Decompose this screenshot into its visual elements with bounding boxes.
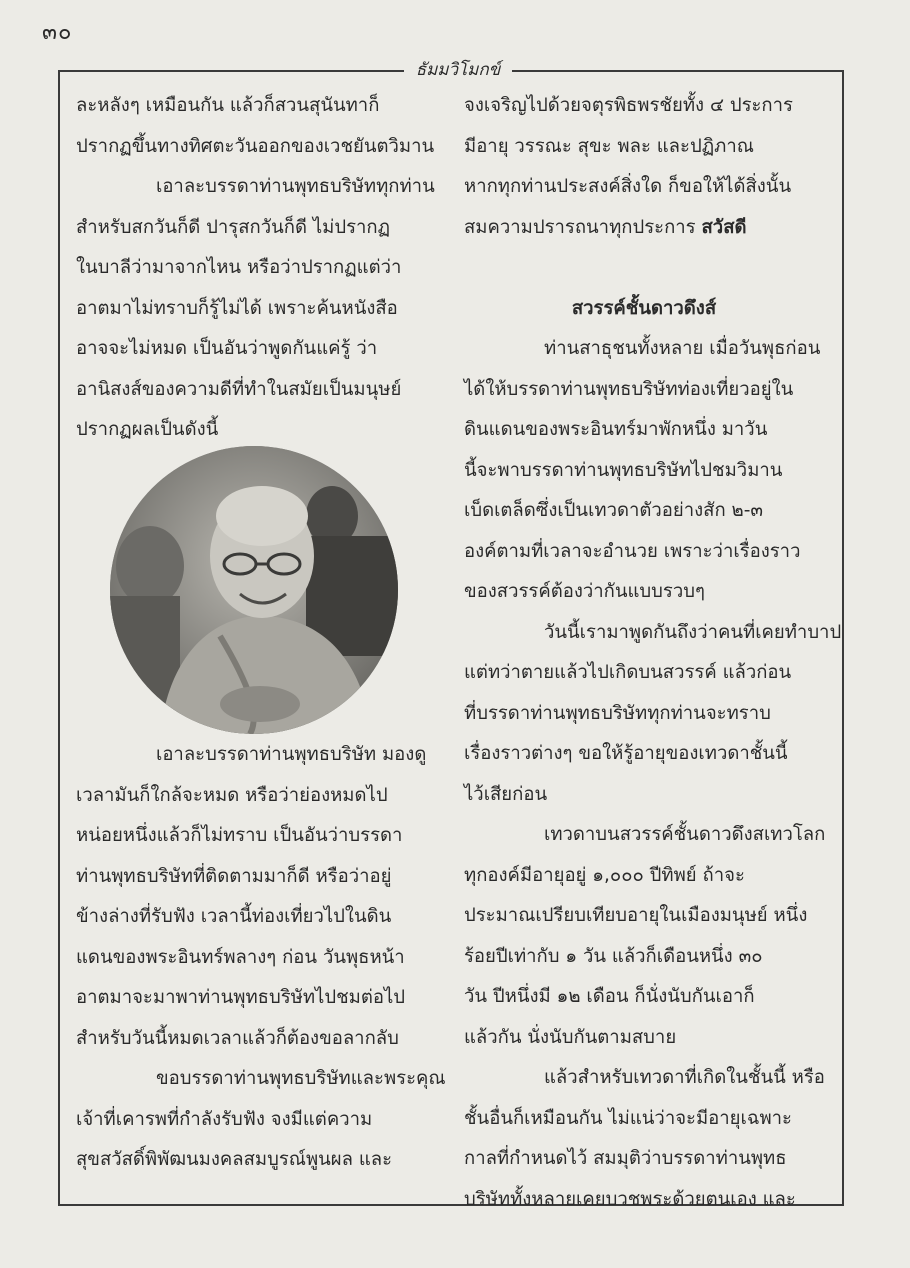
text-line: อาตมาไม่ทราบก็รู้ไม่ได้ เพราะค้นหนังสือ — [76, 297, 398, 319]
text-line: ประมาณเปรียบเทียบอายุในเมืองมนุษย์ หนึ่ง — [464, 905, 808, 926]
text-line: กาลที่กำหนดไว้ สมมุติว่าบรรดาท่านพุทธ — [464, 1148, 787, 1169]
text-line: ได้ให้บรรดาท่านพุทธบริษัทท่องเที่ยวอยู่ใน — [464, 378, 794, 400]
text-line: แล้วกัน นั่งนับกันตามสบาย — [464, 1026, 677, 1048]
text-line: ปรากฏผลเป็นดังนี้ — [76, 419, 219, 440]
text-line: ที่บรรดาท่านพุทธบริษัททุกท่านจะทราบ — [464, 702, 771, 724]
blank-line — [464, 248, 824, 289]
text-line: ร้อยปีเท่ากับ ๑ วัน แล้วก็เดือนหนึ่ง ๓๐ — [464, 945, 763, 967]
text-line: เวลามันก็ใกล้จะหมด หรือว่าย่องหมดไป — [76, 784, 388, 806]
text-line: หากทุกท่านประสงค์สิ่งใด ก็ขอให้ได้สิ่งนั้น — [464, 176, 792, 197]
text-line: แล้วสำหรับเทวดาที่เกิดในชั้นนี้ หรือ — [544, 1067, 825, 1088]
text-line: อาตมาจะมาพาท่านพุทธบริษัทไปชมต่อไป — [76, 987, 405, 1008]
text-line: ในบาลีว่ามาจากไหน หรือว่าปรากฏแต่ว่า — [76, 257, 402, 278]
text-line: แต่ทว่าตายแล้วไปเกิดบนสวรรค์ แล้วก่อน — [464, 662, 792, 683]
text-line: อาจจะไม่หมด เป็นอันว่าพูดกันแค่รู้ ว่า — [76, 338, 378, 359]
text-line: สุขสวัสดิ์พิพัฒนมงคลสมบูรณ์พูนผล และ — [76, 1149, 393, 1170]
text-line: วัน ปีหนึ่งมี ๑๒ เดือน ก็นั่งนับกันเอาก็ — [464, 986, 755, 1007]
text-line: เรื่องราวต่างๆ ขอให้รู้อายุของเทวดาชั้นนี้ — [464, 743, 788, 764]
text-line: เบ็ดเตล็ดซึ่งเป็นเทวดาตัวอย่างสัก ๒-๓ — [464, 500, 764, 521]
text-line: ขอบรรดาท่านพุทธบริษัทและพระคุณ — [156, 1068, 446, 1089]
text-line: เอาละบรรดาท่านพุทธบริษัท มองดู — [156, 744, 427, 765]
left-column-upper — [76, 86, 434, 451]
text-line: ดินแดนของพระอินทร์มาพักหนึ่ง มาวัน — [464, 419, 768, 440]
text-line — [464, 208, 824, 249]
text-line: ชั้นอื่นก็เหมือนกัน ไม่แน่ว่าจะมีอายุเฉพาะ — [464, 1107, 792, 1129]
text-line: ท่านพุทธบริษัทที่ติดตามมาก็ดี หรือว่าอยู่ — [76, 865, 392, 887]
monk-portrait-photo — [110, 446, 398, 734]
text-line: ข้างล่างที่รับฟัง เวลานี้ท่องเที่ยวไปในดิน — [76, 906, 392, 927]
page-number: ๓๐ — [42, 20, 73, 45]
running-header-title: ธัมมวิโมกข์ — [415, 60, 501, 80]
text-line: ทุกองค์มีอายุอยู่ ๑,๐๐๐ ปีทิพย์ ถ้าจะ — [464, 864, 745, 886]
text-line: เจ้าที่เคารพที่กำลังรับฟัง จงมีแต่ความ — [76, 1108, 373, 1130]
text-line: องค์ตามที่เวลาจะอำนวย เพราะว่าเรื่องราว — [464, 540, 801, 562]
text-line: วันนี้เรามาพูดกันถึงว่าคนที่เคยทำบาป — [544, 621, 842, 643]
text-line: มีอายุ วรรณะ สุขะ พละ และปฏิภาณ — [464, 135, 754, 157]
text-line: เอาละบรรดาท่านพุทธบริษัททุกท่าน — [156, 176, 435, 197]
text-line: ปรากฏขึ้นทางทิศตะวันออกของเวชยันตวิมาน — [76, 135, 435, 157]
text-line: ละหลังๆ เหมือนกัน แล้วก็สวนสุนันทาก็ — [76, 95, 380, 116]
section-heading: สวรรค์ชั้นดาวดึงส์ — [571, 297, 717, 319]
left-column-lower — [76, 735, 446, 1181]
text-line: ท่านสาธุชนทั้งหลาย เมื่อวันพุธก่อน — [544, 338, 821, 359]
text-line: แดนของพระอินทร์พลางๆ ก่อน วันพุธหน้า — [76, 946, 405, 968]
closing-line-text: สมความปรารถนาทุกประการ — [464, 216, 696, 238]
text-line: จงเจริญไปด้วยจตุรพิธพรชัยทั้ง ๔ ประการ — [464, 95, 793, 116]
text-line: สำหรับวันนี้หมดเวลาแล้วก็ต้องขอลากลับ — [76, 1027, 399, 1049]
text-line: ไว้เสียก่อน — [464, 783, 548, 805]
text-line: นี้จะพาบรรดาท่านพุทธบริษัทไปชมวิมาน — [464, 459, 783, 481]
text-line: สำหรับสกวันก็ดี ปารุสกวันก็ดี ไม่ปรากฏ — [76, 216, 391, 238]
text-line: หน่อยหนึ่งแล้วก็ไม่ทราบ เป็นอันว่าบรรดา — [76, 825, 403, 846]
text-line: ของสวรรค์ต้องว่ากันแบบรวบๆ — [464, 581, 705, 602]
text-line: บริษัททั้งหลายเคยบวชพระด้วยตนเอง และ — [464, 1188, 796, 1210]
text-line: อานิสงส์ของความดีที่ทำในสมัยเป็นมนุษย์ — [76, 378, 402, 400]
closing-greeting: สวัสดี — [701, 216, 747, 238]
text-line: เทวดาบนสวรรค์ชั้นดาวดึงสเทวโลก — [544, 824, 826, 845]
right-column — [464, 86, 842, 1220]
photo-illustration — [110, 446, 398, 734]
